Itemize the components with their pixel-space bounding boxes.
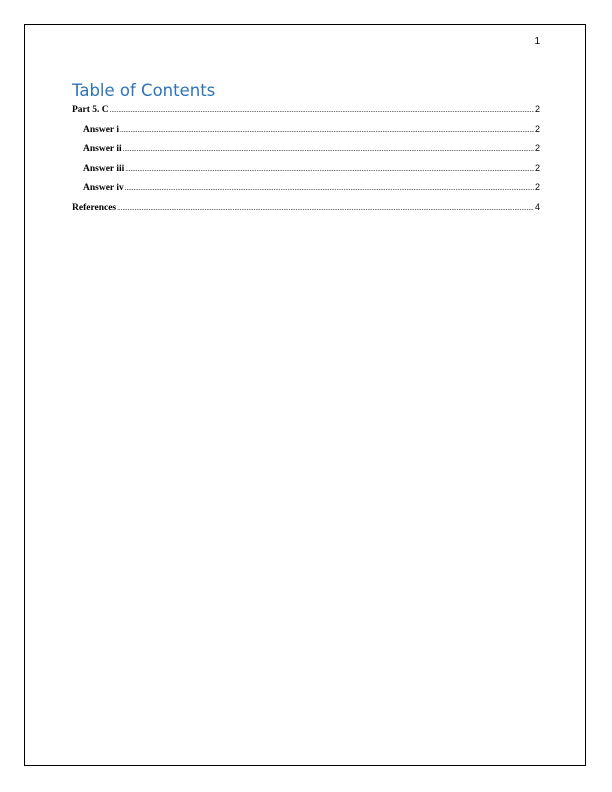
toc-entry-answer-iii[interactable] — [72, 163, 540, 183]
toc-entry-answer-ii[interactable] — [72, 143, 540, 163]
dot-leader — [125, 184, 534, 192]
toc-entry-answer-i[interactable] — [72, 124, 540, 144]
toc-entry-label: Answer i — [83, 124, 119, 135]
toc-entry-page: 2 — [534, 162, 540, 173]
toc-entry-label: Answer ii — [83, 144, 122, 154]
toc-list — [72, 104, 540, 221]
toc-entry-label: Answer iii — [83, 163, 125, 174]
toc-entry-page: 2 — [534, 143, 540, 153]
dot-leader — [110, 106, 534, 114]
toc-entry-label: References — [72, 202, 117, 213]
dot-leader — [120, 126, 534, 134]
page-number: 1 — [534, 36, 540, 47]
toc-entry-part-5-c[interactable] — [72, 104, 540, 124]
dot-leader — [123, 145, 534, 153]
toc-entry-page: 4 — [534, 201, 540, 212]
toc-entry-label: Part 5. C — [72, 105, 109, 115]
toc-entry-label: Answer iv — [83, 183, 124, 193]
dot-leader — [125, 165, 534, 173]
toc-title: Table of Contents — [72, 81, 216, 100]
toc-entry-page: 2 — [534, 182, 540, 192]
toc-entry-page: 2 — [534, 123, 540, 134]
toc-entry-references[interactable] — [72, 202, 540, 222]
toc-entry-page: 2 — [534, 104, 540, 114]
toc-entry-answer-iv[interactable] — [72, 182, 540, 202]
dot-leader — [117, 204, 534, 212]
